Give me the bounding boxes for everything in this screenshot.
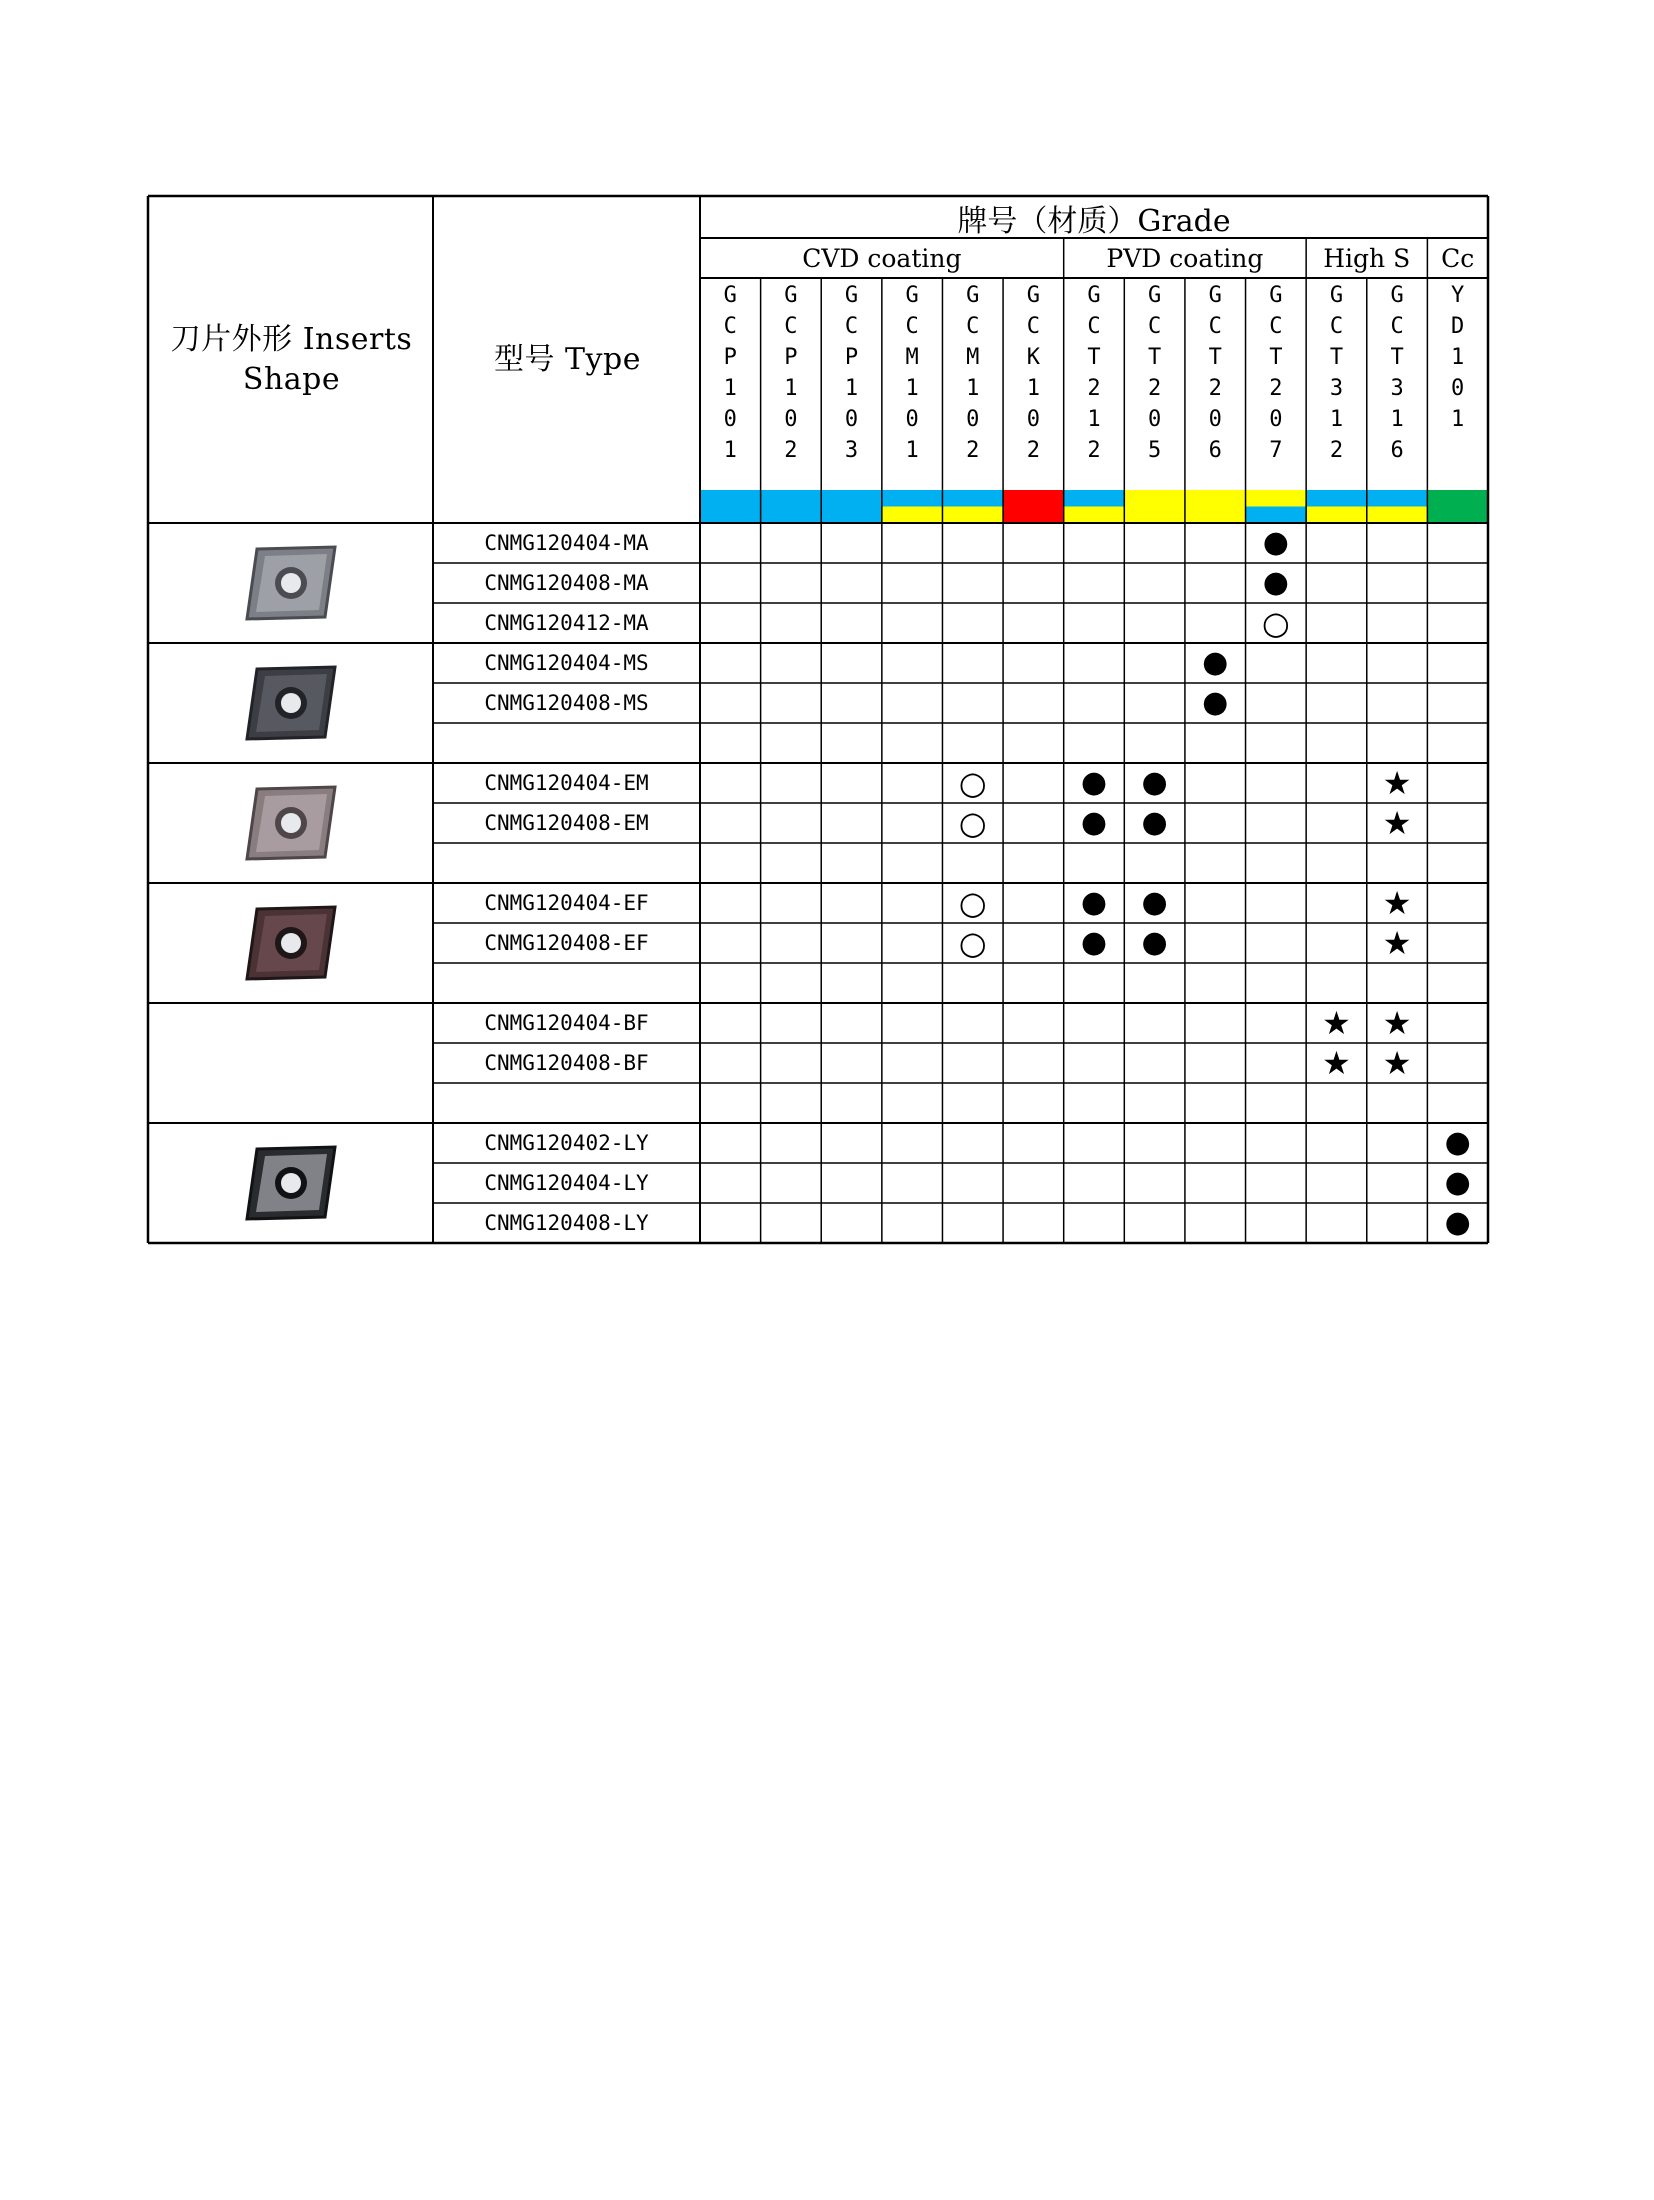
type-cell: CNMG120404-LY <box>484 1171 649 1195</box>
shape-column-header <box>150 198 433 522</box>
grade-code: G C T 2 1 2 <box>1087 283 1101 463</box>
grade-code: G C T 3 1 2 <box>1329 283 1344 463</box>
grade-mark-dot: ● <box>1141 805 1168 840</box>
grade-mark-dot: ● <box>1262 565 1289 600</box>
type-cell: CNMG120402-LY <box>484 1131 649 1155</box>
type-cell <box>433 963 700 1003</box>
grade-mark-circle: ○ <box>958 884 987 922</box>
grade-mark-dot: ● <box>1202 645 1229 680</box>
grade-code: G C T 3 1 6 <box>1390 283 1404 463</box>
grade-mark-star: ★ <box>1382 1004 1412 1042</box>
grade-code: G C P 1 0 1 <box>723 283 737 463</box>
insert-em-icon <box>243 781 339 865</box>
group-header: Cc <box>1441 243 1475 273</box>
type-cell: CNMG120408-LY <box>484 1211 649 1235</box>
type-cell: CNMG120408-EM <box>484 811 649 835</box>
grade-code: G C M 1 0 2 <box>966 283 980 463</box>
group-header: CVD coating <box>802 243 962 273</box>
type-cell: CNMG120408-BF <box>484 1051 649 1075</box>
shape-label-cn: 刀片外形 <box>170 322 293 357</box>
grade-mark-circle: ○ <box>958 924 987 962</box>
grade-mark-dot: ● <box>1444 1165 1471 1200</box>
grade-mark-dot: ● <box>1444 1125 1471 1160</box>
grade-mark-star: ★ <box>1382 884 1412 922</box>
type-column-header: 型号 Type <box>494 342 641 377</box>
grade-code: G C M 1 0 1 <box>905 283 919 463</box>
grade-mark-star: ★ <box>1382 1044 1412 1082</box>
type-cell: CNMG120412-MA <box>484 611 649 635</box>
grade-code: G C P 1 0 3 <box>844 283 859 463</box>
grade-mark-star: ★ <box>1382 764 1412 802</box>
grade-code: G C P 1 0 2 <box>784 283 798 463</box>
insert-ma-icon <box>243 541 339 625</box>
type-cell: CNMG120408-EF <box>484 931 649 955</box>
grade-mark-circle: ○ <box>958 764 987 802</box>
grade-mark-circle: ○ <box>958 804 987 842</box>
grade-code: G C T 2 0 6 <box>1208 283 1222 463</box>
type-cell: CNMG120404-MA <box>484 531 649 555</box>
grade-mark-dot: ● <box>1080 805 1108 840</box>
group-header: PVD coating <box>1106 243 1264 273</box>
insert-ms-icon <box>243 661 339 745</box>
grade-mark-star: ★ <box>1322 1004 1351 1042</box>
grade-mark-dot: ● <box>1141 925 1168 960</box>
group-header: High S <box>1323 243 1411 273</box>
grade-code: G C T 2 0 7 <box>1269 283 1283 463</box>
grade-mark-dot: ● <box>1080 765 1108 800</box>
grade-mark-dot: ● <box>1141 885 1168 920</box>
insert-ly-icon <box>243 1141 339 1225</box>
type-cell <box>433 843 700 883</box>
grade-code: G C T 2 0 5 <box>1147 283 1162 463</box>
type-cell: CNMG120404-BF <box>484 1011 649 1035</box>
grade-mark-star: ★ <box>1382 924 1412 962</box>
insert-ef-icon <box>243 901 339 985</box>
grade-mark-dot: ● <box>1202 685 1229 720</box>
type-cell <box>433 723 700 763</box>
type-cell: CNMG120404-EM <box>484 771 649 795</box>
type-cell <box>433 1083 700 1123</box>
grade-mark-star: ★ <box>1382 804 1412 842</box>
grade-mark-dot: ● <box>1141 765 1168 800</box>
grade-mark-dot: ● <box>1444 1205 1471 1240</box>
grade-mark-star: ★ <box>1322 1044 1351 1082</box>
grade-mark-dot: ● <box>1080 925 1108 960</box>
type-cell: CNMG120408-MS <box>484 691 649 715</box>
grade-mark-circle: ○ <box>1261 604 1290 642</box>
grade-code: G C K 1 0 2 <box>1026 283 1040 463</box>
grade-header: 牌号（材质）Grade <box>957 204 1231 239</box>
type-cell: CNMG120404-MS <box>484 651 649 675</box>
grade-mark-dot: ● <box>1262 525 1289 560</box>
grade-code: Y D 1 0 1 <box>1451 283 1465 432</box>
type-cell: CNMG120404-EF <box>484 891 649 915</box>
grade-mark-dot: ● <box>1080 885 1108 920</box>
type-cell: CNMG120408-MA <box>484 571 649 595</box>
shape-label-en: Inserts <box>302 322 413 357</box>
shape-label-en2: Shape <box>242 362 341 397</box>
